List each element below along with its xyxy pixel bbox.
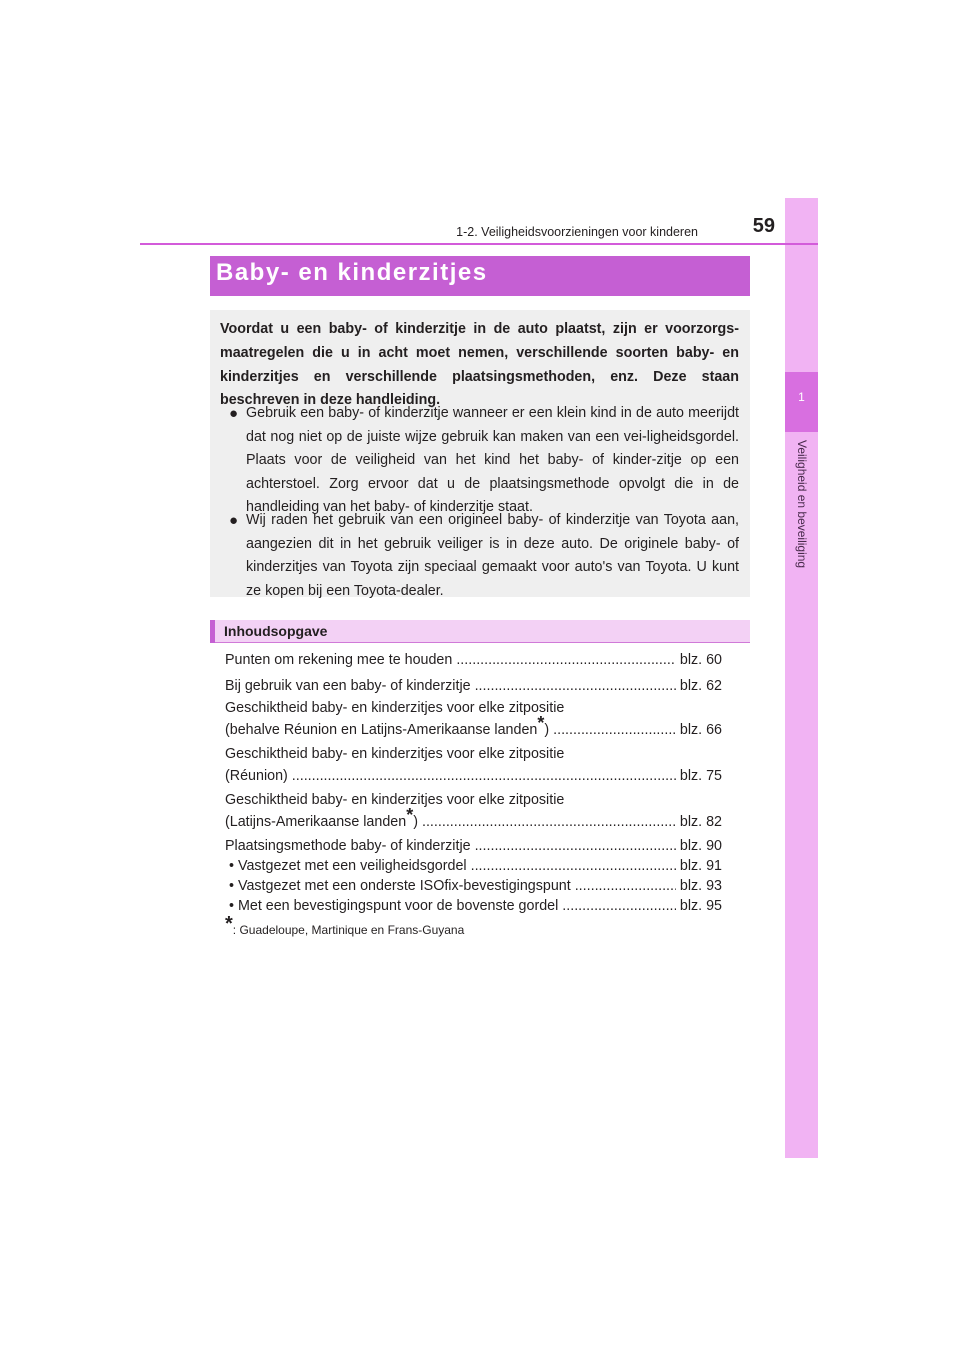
intro-paragraph: Voordat u een baby- of kinderzitje in de auto plaatst, zijn er voorzorgs-maatregelen die u in acht moet nemen, verschillende soorten baby- en kinderzitjes en verschillende plaatsingsmethoden, enz. Deze staan beschreven in deze handleiding. xyxy=(220,321,739,409)
toc-label-line1: Geschiktheid baby- en kinderzitjes voor elke zitpositie xyxy=(225,792,565,808)
footnote-star: * xyxy=(406,805,414,825)
toc-entry-line1 xyxy=(225,745,722,763)
toc-entry[interactable] xyxy=(225,713,722,739)
toc-entry[interactable] xyxy=(225,837,722,855)
toc-page: blz. 66 xyxy=(679,722,722,738)
toc-subentry[interactable] xyxy=(229,897,722,915)
toc-leader xyxy=(475,837,676,855)
toc-label: • Vastgezet met een onderste ISOfix-bevestigingspunt xyxy=(229,878,571,894)
contents-heading-accent xyxy=(210,620,215,643)
toc-entry[interactable] xyxy=(225,677,722,695)
toc-label: Bij gebruik van een baby- of kinderzitje xyxy=(225,678,471,694)
bullet-text: Gebruik een baby- of kinderzitje wanneer er een klein kind in de auto meerijdt dat nog niet op de juiste wijze gebruik kan maken van een vei-ligheidsgordel. Plaats voor de veiligheid van het kind het baby- of kinder-zitje op een achterstoel. Zorg ervoor dat u de plaatsingsmethode opvolgt die in de handleiding van het baby- of kinderzitje staat. xyxy=(246,405,739,515)
toc-leader xyxy=(422,813,676,831)
toc-page: blz. 60 xyxy=(679,652,722,668)
toc-label: • Met een bevestigingspunt voor de bovenste gordel xyxy=(229,898,559,914)
toc-leader xyxy=(471,857,676,875)
toc-label: (Réunion) xyxy=(225,768,288,784)
toc-label: Punten om rekening mee te houden xyxy=(225,652,453,668)
toc-leader xyxy=(292,767,676,785)
toc-label: (behalve Réunion en Latijns-Amerikaanse landen xyxy=(225,722,538,738)
running-header-section: 1-2. Veiligheidsvoorzieningen voor kinderen xyxy=(456,225,698,239)
toc-page: blz. 62 xyxy=(679,678,722,694)
footnote xyxy=(225,913,465,937)
footnote-star: * xyxy=(225,913,233,935)
toc-page: blz. 95 xyxy=(679,898,722,914)
toc-entry-line1 xyxy=(225,791,722,809)
toc-page: blz. 75 xyxy=(679,768,722,784)
footnote-star: * xyxy=(537,713,545,733)
toc-leader xyxy=(456,651,676,669)
toc-label: (Latijns-Amerikaanse landen xyxy=(225,814,407,830)
toc-label-after: ) xyxy=(544,722,550,738)
chapter-number: 1 xyxy=(798,390,805,404)
bullet-icon: ● xyxy=(229,405,239,422)
toc-entry-line1 xyxy=(225,699,722,717)
page-title: Baby- en kinderzitjes xyxy=(216,259,488,286)
toc-subentry[interactable] xyxy=(229,877,722,895)
toc-label-line1: Geschiktheid baby- en kinderzitjes voor elke zitpositie xyxy=(225,746,565,762)
toc-leader xyxy=(553,721,676,739)
toc-page: blz. 91 xyxy=(679,858,722,874)
bullet-text: Wij raden het gebruik van een origineel baby- of kinderzitje van Toyota aan, aangezien dit in het gebruik veiliger is in deze auto. De originele baby- of kinderzitjes van Toyota zijn speciaal gemaakt voor auto's van Toyota. U kunt ze kopen bij een Toyota-dealer. xyxy=(246,512,739,599)
toc-page: blz. 93 xyxy=(679,878,722,894)
toc-entry[interactable] xyxy=(225,651,722,669)
toc-leader xyxy=(562,897,676,915)
intro-bullet xyxy=(229,509,739,603)
toc-subentry[interactable] xyxy=(229,857,722,875)
intro-bullet xyxy=(229,402,739,520)
toc-page: blz. 90 xyxy=(679,838,722,854)
toc-label: • Vastgezet met een veiligheidsgordel xyxy=(229,858,467,874)
toc-leader xyxy=(475,677,676,695)
toc-label-after: ) xyxy=(413,814,418,830)
toc-entry[interactable] xyxy=(225,767,722,785)
toc-leader xyxy=(575,877,676,895)
toc-label: Plaatsingsmethode baby- of kinderzitje xyxy=(225,838,471,854)
contents-heading: Inhoudsopgave xyxy=(224,623,328,639)
toc-label-line1: Geschiktheid baby- en kinderzitjes voor elke zitpositie xyxy=(225,700,565,716)
page-number: 59 xyxy=(752,215,775,237)
header-rule xyxy=(140,243,818,245)
bullet-icon: ● xyxy=(229,512,239,529)
footnote-text: : Guadeloupe, Martinique en Frans-Guyana xyxy=(232,923,465,937)
chapter-title-vertical xyxy=(787,440,817,700)
toc-page: blz. 82 xyxy=(679,814,722,830)
toc-entry[interactable] xyxy=(225,805,722,831)
chapter-title: Veiligheid en beveiliging xyxy=(795,440,809,569)
